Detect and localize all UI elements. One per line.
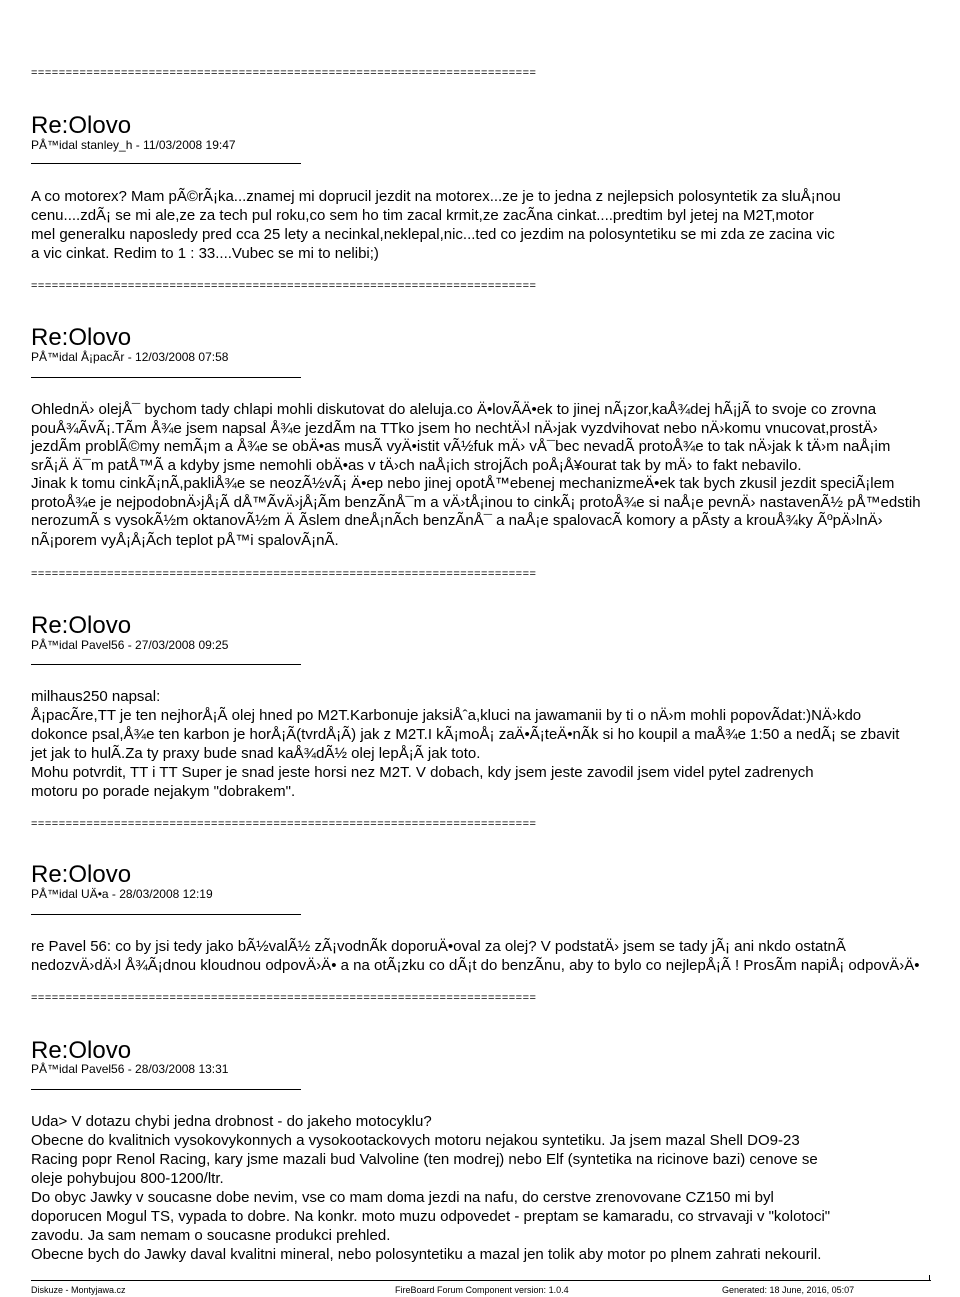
post-line: oleje pohybujou 800-1200/ltr.: [31, 1170, 224, 1187]
post-line: Obecne bych do Jawky daval kvalitni mineral, nebo polosyntetiku a mazal jen tolik aby motor po plnem zahrati nekouril.: [31, 1246, 822, 1263]
post-rule: [31, 1089, 301, 1090]
post-line: nedozvÄ›dÄ›l Å¾Ã¡dnou kloudnou odpovÄ›Ä• a na otÃ¡zku co dÃ¡t do benzÃnu, aby to bylo co nejlepÅ¡Ã ! ProsÃm napiÅ¡ odpovÄ›Ä•: [31, 957, 920, 974]
post-title: Re:Olovo: [31, 861, 132, 888]
post-line: jezdÃm problÃ©my nemÃ¡m a Å¾e se obÄ•as musÃ vyÄ•istit vÃ½fuk mÄ› vÅ¯bec nevadÃ protoÅ¾e to tak nÄ›jak k tÄ›m naÅ¡im: [31, 438, 891, 455]
post-line: Jinak k tomu cinkÃ¡nÃ,pakliÅ¾e se neozÃ½vÃ¡ Ä•ep nebo jinej opotÅ™ebenej mechanizmeÄ•ek tak bych zkusil jezdit speciÃ¡lem: [31, 475, 895, 492]
post-line: zavodu. Ja sam nemam o soucasne produkci prehled.: [31, 1227, 391, 1244]
post-line: nÃ¡porem vyÅ¡Å¡Ãch teplot pÅ™i spalovÃ¡nÃ.: [31, 532, 339, 549]
footer-tick: [929, 1275, 930, 1281]
post-title: Re:Olovo: [31, 1037, 132, 1064]
separator-line: =========================================================================: [31, 67, 537, 79]
post-line: Mohu potvrdit, TT i TT Super je snad jeste horsi nez M2T. V dobach, kdy jsem jeste zavodil jsem videl pytel zadrenych: [31, 764, 814, 781]
post-line: OhlednÄ› olejÅ¯ bychom tady chlapi mohli diskutovat do aleluja.co Ä•lovÃÄ•ek to jinej nÃ¡zor,kaÅ¾dej hÃ¡jÃ to svoje co zrovna: [31, 401, 877, 418]
post-line: jet jak to hulÃ.Za ty praxy bude snad kaÅ¾dÃ½ olej lepÅ¡Ã jak toto.: [31, 745, 481, 762]
footer-rule: [31, 1280, 931, 1281]
post-line: pouÅ¾ÃvÃ¡.TÃm Å¾e jsem napsal Å¾e jezdÃm na TTko jsem ho nechtÄ›l nÄ›jak vyzdvihovat nebo nÄ›komu vnucovat,prostÄ›: [31, 420, 878, 437]
post-rule: [31, 163, 301, 164]
post-rule: [31, 914, 301, 915]
post-line: nerozumÃ s vysokÃ½m oktanovÃ½m Ä Ãslem dneÅ¡nÃch benzÃnÅ¯ a naÅ¡e spalovacÃ komory a pÃsty a krouÅ¾ky ÃºpÄ›lnÄ›: [31, 512, 883, 529]
post-meta: PÅ™idal Pavel56 - 27/03/2008 09:25: [31, 638, 229, 652]
separator-line: =========================================================================: [31, 568, 537, 580]
post-line: mel generalku naposledy pred cca 25 lety a necinkal,neklepal,nic...ted co jezdim na polosyntetiku se mi zda ze zacina vic: [31, 226, 835, 243]
post-line: protoÅ¾e je nejpodobnÄ›jÅ¡Ã dÅ™ÃvÄ›jÅ¡Ãm benzÃnÅ¯m a vÄ›tÅ¡inou to cinkÃ¡ protoÅ¾e si naÅ¡e pevnÄ› nastavenÃ½ pÅ™edstih: [31, 494, 921, 511]
post-line: dokonce psal,Å¾e ten karbon je horÅ¡Ã(tvrdÅ¡Ã) jak z M2T.I kÃ¡moÅ¡ zaÄ•Ã¡teÄ•nÃk si ho koupil a maÅ¾e 1:50 a nedÃ¡ se zbavit: [31, 726, 900, 743]
post-rule: [31, 664, 301, 665]
post-line: Obecne do kvalitnich vysokovykonnych a vysokootackovych motoru nejakou syntetiku. Ja jsem mazal Shell DO9-23: [31, 1132, 800, 1149]
post-line: re Pavel 56: co by jsi tedy jako bÃ½valÃ½ zÃ¡vodnÃk doporuÄ•oval za olej? V podstatÄ› jsem se tady jÃ¡ ani nkdo ostatnÃ: [31, 938, 846, 955]
post-line: a vic cinkat. Redim to 1 : 33....Vubec se mi to nelibi;): [31, 245, 379, 262]
post-meta: PÅ™idal UÄ•a - 28/03/2008 12:19: [31, 887, 213, 901]
post-line: Do obyc Jawky v soucasne dobe nevim, vse co mam doma jezdi na nafu, do cerstve zrenovovane CZ150 mi byl: [31, 1189, 774, 1206]
post-line: Racing popr Renol Racing, kary jsme mazali bud Valvoline (ten modrej) nebo Elf (syntetika na ricinove bazi) cenove se: [31, 1151, 818, 1168]
post-line: srÃ¡Ä Ä¯m patÅ™Ã a kdyby jsme nemohli obÄ•as v tÄ›ch naÅ¡ich strojÃch poÅ¡Å¥ourat tak by mÄ› to fakt nebavilo.: [31, 457, 802, 474]
post-rule: [31, 377, 301, 378]
separator-line: =========================================================================: [31, 992, 537, 1004]
footer-site: Diskuze - Montyjawa.cz: [31, 1285, 126, 1295]
post-line: doporucen Mogul TS, vypada to dobre. Na konkr. moto muzu odpovedet - preptam se kamaradu, co strvavaji v "kolotoci": [31, 1208, 831, 1225]
post-line: Å¡pacÃre,TT je ten nejhorÅ¡Ã olej hned po M2T.Karbonuje jaksiÅˆa,kluci na jawamanii by ti o nÄ›m mohli popovÃdat:)NÄ›kdo: [31, 707, 862, 724]
post-title: Re:Olovo: [31, 112, 132, 139]
post-line: motoru po porade nejakym "dobrakem".: [31, 783, 296, 800]
post-meta: PÅ™idal stanley_h - 11/03/2008 19:47: [31, 138, 236, 152]
separator-line: =========================================================================: [31, 818, 537, 830]
post-title: Re:Olovo: [31, 612, 132, 639]
post-line: Uda> V dotazu chybi jedna drobnost - do jakeho motocyklu?: [31, 1113, 432, 1130]
footer-component: FireBoard Forum Component version: 1.0.4: [395, 1285, 569, 1295]
post-meta: PÅ™idal Å¡pacÃr - 12/03/2008 07:58: [31, 350, 229, 364]
post-meta: PÅ™idal Pavel56 - 28/03/2008 13:31: [31, 1062, 229, 1076]
post-line: cenu....zdÃ¡ se mi ale,ze za tech pul roku,co sem ho tim zacal krmit,ze zacÃna cinkat....predtim byl jetej na M2T,motor: [31, 207, 814, 224]
post-title: Re:Olovo: [31, 324, 132, 351]
footer-generated: Generated: 18 June, 2016, 05:07: [722, 1285, 855, 1295]
post-line: milhaus250 napsal:: [31, 688, 161, 705]
post-line: A co motorex? Mam pÃ©rÃ¡ka...znamej mi doprucil jezdit na motorex...ze je to jedna z nejlepsich polosyntetik za sluÅ¡nou: [31, 188, 841, 205]
separator-line: =========================================================================: [31, 280, 537, 292]
